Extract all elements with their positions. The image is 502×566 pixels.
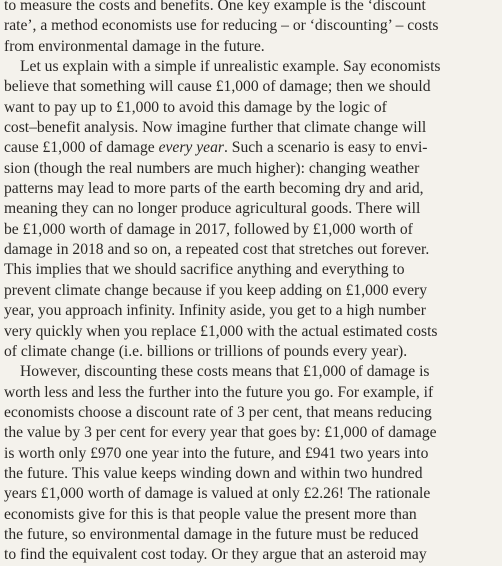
text-line <box>4 220 502 240</box>
text-run: This implies that we should sacrifice anything and everything to <box>4 261 405 279</box>
text-line <box>4 57 502 77</box>
text-line <box>4 464 502 484</box>
text-run: cost–benefit analysis. Now imagine further that climate change will <box>4 119 427 137</box>
text-run: the value by 3 per cent for every year that goes by: £1,000 of damage <box>4 424 437 442</box>
text-run: worth less and less the further into the future you go. For example, if <box>4 383 434 401</box>
text-line <box>4 118 502 138</box>
text-run: from environmental damage in the future. <box>4 37 265 55</box>
text-line <box>4 525 502 545</box>
text-line <box>4 240 502 260</box>
text-run: believe that something will cause £1,000 of damage; then we should <box>4 78 431 96</box>
text-line <box>4 37 502 57</box>
text-run: damage in 2018 and so on, a repeated cost that stretches out forever. <box>4 241 430 259</box>
text-line <box>4 423 502 443</box>
text-run: want to pay up to £1,000 to avoid this damage by the logic of <box>4 98 387 116</box>
text-line <box>4 362 502 382</box>
text-line <box>4 505 502 525</box>
text-run: to measure the costs and benefits. One key example is the ‘discount <box>4 0 426 14</box>
text-line <box>4 322 502 342</box>
text-line <box>4 301 502 321</box>
text-line <box>4 484 502 504</box>
text-run: Let us explain with a simple if unrealistic example. Say economists <box>20 58 441 76</box>
text-line <box>4 98 502 118</box>
text-run: the future, so environmental damage in the future must be reduced <box>4 525 419 543</box>
text-line <box>4 16 502 36</box>
text-run: to find the equivalent cost today. Or they argue that an asteroid may <box>4 546 427 564</box>
text-run: meaning they can no longer produce agricultural goods. There will <box>4 200 421 218</box>
text-line <box>4 199 502 219</box>
text-line <box>4 138 502 158</box>
paragraph <box>4 362 502 565</box>
text-line <box>4 260 502 280</box>
text-line <box>4 77 502 97</box>
text-run: economists give for this is that people value the present more than <box>4 505 417 523</box>
body-text <box>4 0 502 566</box>
text-line <box>4 403 502 423</box>
text-line <box>4 545 502 565</box>
text-line <box>4 179 502 199</box>
text-run: cause £1,000 of damage <box>4 139 159 157</box>
text-line <box>4 444 502 464</box>
text-line <box>4 0 502 16</box>
text-run: economists choose a discount rate of 3 per cent, that means reducing <box>4 403 432 421</box>
text-line <box>4 281 502 301</box>
text-run: years £1,000 worth of damage is valued at only £2.26! The rationale <box>4 485 431 503</box>
text-run: prevent climate change because if you keep adding on £1,000 every <box>4 281 428 299</box>
text-line <box>4 342 502 362</box>
text-run: very quickly when you replace £1,000 with the actual estimated costs <box>4 322 438 340</box>
emphasis-text: every year <box>158 139 224 157</box>
text-run: patterns may lead to more parts of the earth becoming dry and arid, <box>4 180 424 198</box>
text-run: is worth only £970 one year into the future, and £941 two years into <box>4 444 429 462</box>
text-run: the future. This value keeps winding down and within two hundred <box>4 464 423 482</box>
paragraph <box>4 57 502 362</box>
text-run: rate’, a method economists use for reducing – or ‘discounting’ – costs <box>4 17 439 35</box>
text-line <box>4 159 502 179</box>
text-run: of climate change (i.e. billions or trillions of pounds every year). <box>4 342 408 360</box>
text-run: However, discounting these costs means that £1,000 of damage is <box>20 363 430 381</box>
text-run: be £1,000 worth of damage in 2017, followed by £1,000 worth of <box>4 220 413 238</box>
text-line <box>4 383 502 403</box>
paragraph <box>4 0 502 57</box>
text-run: . Such a scenario is easy to envi- <box>223 139 428 157</box>
text-run: year, you approach infinity. Infinity aside, you get to a high number <box>4 302 426 320</box>
text-run: sion (though the real numbers are much higher): changing weather <box>4 159 420 177</box>
